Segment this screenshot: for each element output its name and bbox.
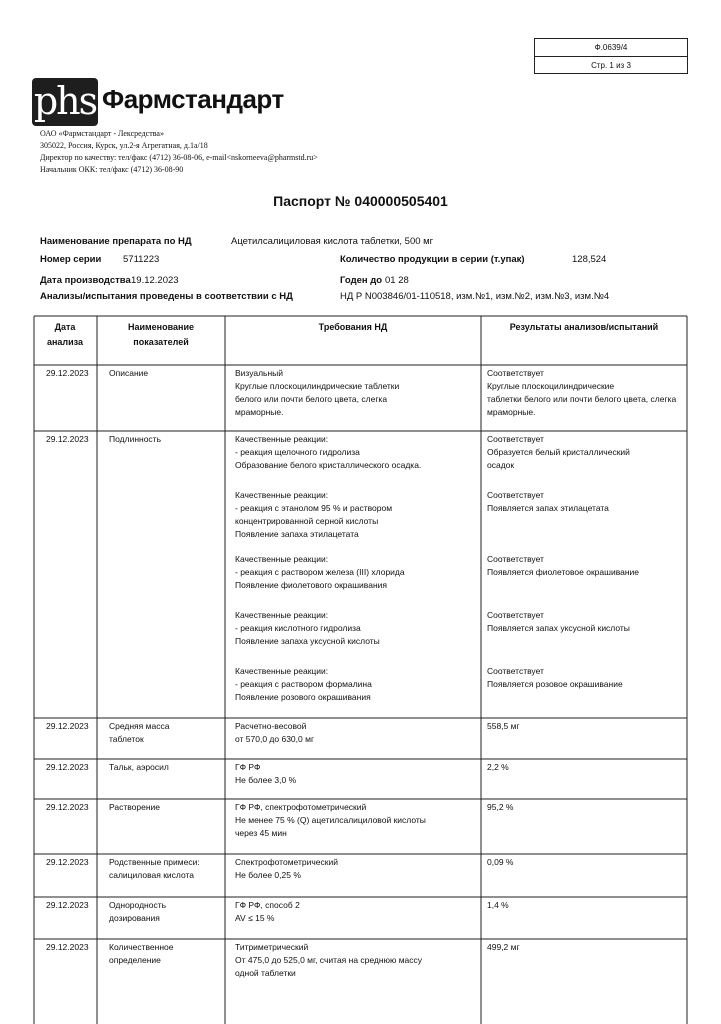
row-result: Соответствует (487, 666, 544, 676)
row-requirement: Визуальный (235, 368, 284, 378)
header-requirements: Требования НД (318, 322, 388, 332)
header-indicator-line2: показателей (133, 337, 189, 347)
row-result: Появляется запах уксусной кислоты (487, 623, 630, 633)
row-indicator: Количественное (109, 942, 174, 952)
row-result: Соответствует (487, 368, 544, 378)
row-date: 29.12.2023 (46, 721, 89, 731)
row-requirement: От 475,0 до 525,0 мг, считая на среднюю массу (235, 955, 423, 965)
header-date-line1: Дата (54, 322, 76, 332)
row-indicator: Родственные примеси: (109, 857, 200, 867)
row-date: 29.12.2023 (46, 900, 89, 910)
quantity-value: 128,524 (572, 254, 607, 265)
row-result: Соответствует (487, 490, 544, 500)
row-requirement: через 45 мин (235, 828, 287, 838)
row-result: Появляется розовое окрашивание (487, 679, 623, 689)
row-result: Образуется белый кристаллический (487, 447, 630, 457)
row-requirement: - реакция щелочного гидролиза (235, 447, 360, 457)
row-requirement: Качественные реакции: (235, 610, 329, 620)
row-requirement: одной таблетки (235, 968, 296, 978)
row-requirement: Не более 0,25 % (235, 870, 301, 880)
row-requirement: - реакция кислотного гидролиза (235, 623, 361, 633)
row-result: Появляется запах этилацетата (487, 503, 609, 513)
production-date-label: Дата производства (40, 275, 131, 286)
row-indicator: определение (109, 955, 161, 965)
okk-head-contact: Начальник ОКК: тел/факс (4712) 36-08-90 (40, 165, 184, 174)
series-label: Номер серии (40, 254, 102, 265)
row-result: 2,2 % (487, 762, 509, 772)
nd-value: НД Р N003846/01-110518, изм.№1, изм.№2, изм.№3, изм.№4 (340, 291, 610, 302)
row-date: 29.12.2023 (46, 434, 89, 444)
expiry-value: 01 28 (385, 275, 409, 286)
row-indicator: Растворение (109, 802, 161, 812)
logo-name: Фармстандарт (102, 84, 284, 114)
quality-director-contact: Директор по качеству: тел/факс (4712) 36-08-06, e-mail<nskorneeva@pharmstd.ru> (40, 153, 318, 162)
row-date: 29.12.2023 (46, 762, 89, 772)
row-indicator: дозирования (109, 913, 160, 923)
header-date (34, 320, 96, 350)
row-requirement: Качественные реакции: (235, 554, 329, 564)
row-requirement: белого или почти белого цвета, слегка (235, 394, 388, 404)
production-date-value: 19.12.2023 (131, 275, 179, 286)
row-date: 29.12.2023 (46, 942, 89, 952)
row-requirement: Не менее 75 % (Q) ацетилсалициловой кислоты (235, 815, 426, 825)
row-requirement: Появление фиолетового окрашивания (235, 580, 387, 590)
header-indicator (98, 320, 224, 350)
row-result: мраморные. (487, 407, 536, 417)
row-requirement: мраморные. (235, 407, 284, 417)
quantity-label: Количество продукции в серии (т.упак) (340, 254, 525, 265)
row-requirement: Круглые плоскоцилиндрические таблетки (235, 381, 400, 391)
row-requirement: Не более 3,0 % (235, 775, 297, 785)
row-result: 499,2 мг (487, 942, 520, 952)
row-requirement: - реакция с этанолом 95 % и раствором (235, 503, 393, 513)
row-requirement: Титриметрический (235, 942, 309, 952)
row-result: 95,2 % (487, 802, 514, 812)
row-result: Соответствует (487, 554, 544, 564)
header-results: Результаты анализов/испытаний (509, 322, 659, 332)
nd-label: Анализы/испытания проведены в соответствии с НД (40, 291, 293, 302)
row-date: 29.12.2023 (46, 857, 89, 867)
row-result: Соответствует (487, 610, 544, 620)
row-indicator: Тальк, аэросил (109, 762, 169, 772)
row-requirement: AV ≤ 15 % (235, 913, 275, 923)
row-requirement: Качественные реакции: (235, 434, 329, 444)
row-result: осадок (487, 460, 515, 470)
form-code: Ф.0639/4 (535, 39, 687, 57)
row-result: 0,09 % (487, 857, 514, 867)
row-requirement: от 570,0 до 630,0 мг (235, 734, 315, 744)
drug-name-value: Ацетилсалициловая кислота таблетки, 500 мг (231, 236, 434, 247)
row-requirement: - реакция с раствором формалина (235, 679, 372, 689)
row-requirement: Качественные реакции: (235, 666, 329, 676)
row-requirement: Качественные реакции: (235, 490, 329, 500)
row-indicator: салициловая кислота (109, 870, 195, 880)
row-indicator: таблеток (109, 734, 144, 744)
page-number: Стр. 1 из 3 (591, 61, 631, 70)
row-requirement: Появление запаха уксусной кислоты (235, 636, 380, 646)
row-indicator: Однородность (109, 900, 167, 910)
row-result: Соответствует (487, 434, 544, 444)
company-name: ОАО «Фармстандарт - Лексредства» (40, 129, 164, 138)
header-indicator-line1: Наименование (127, 322, 195, 332)
row-requirement: ГФ РФ, способ 2 (235, 900, 300, 910)
row-requirement: Появление розового окрашивания (235, 692, 371, 702)
row-indicator: Средняя масса (109, 721, 170, 731)
page-title: Паспорт № 040000505401 (273, 193, 448, 209)
series-value: 5711223 (123, 254, 160, 265)
row-result: таблетки белого или почти белого цвета, слегка (487, 394, 677, 404)
header-date-line2: анализа (46, 337, 84, 347)
expiry-label: Годен до (340, 275, 383, 286)
row-result: 558,5 мг (487, 721, 520, 731)
row-requirement: концентрированной серной кислоты (235, 516, 379, 526)
row-indicator: Подлинность (109, 434, 162, 444)
row-requirement: ГФ РФ (235, 762, 261, 772)
row-result: Появляется фиолетовое окрашивание (487, 567, 640, 577)
logo-mark: phs (32, 78, 98, 126)
row-date: 29.12.2023 (46, 802, 89, 812)
row-result: Круглые плоскоцилиндрические (487, 381, 615, 391)
row-indicator: Описание (109, 368, 149, 378)
company-address: 305022, Россия, Курск, ул.2-я Агрегатная, д.1а/18 (40, 141, 208, 150)
row-requirement: Образование белого кристаллического осадка. (235, 460, 422, 470)
row-result: 1,4 % (487, 900, 509, 910)
row-requirement: Появление запаха этилацетата (235, 529, 359, 539)
drug-name-label: Наименование препарата по НД (40, 236, 192, 247)
row-date: 29.12.2023 (46, 368, 89, 378)
row-requirement: Спектрофотометрический (235, 857, 338, 867)
row-requirement: Расчетно-весовой (235, 721, 307, 731)
row-requirement: ГФ РФ, спектрофотометрический (235, 802, 367, 812)
row-requirement: - реакция с раствором железа (III) хлорида (235, 567, 405, 577)
